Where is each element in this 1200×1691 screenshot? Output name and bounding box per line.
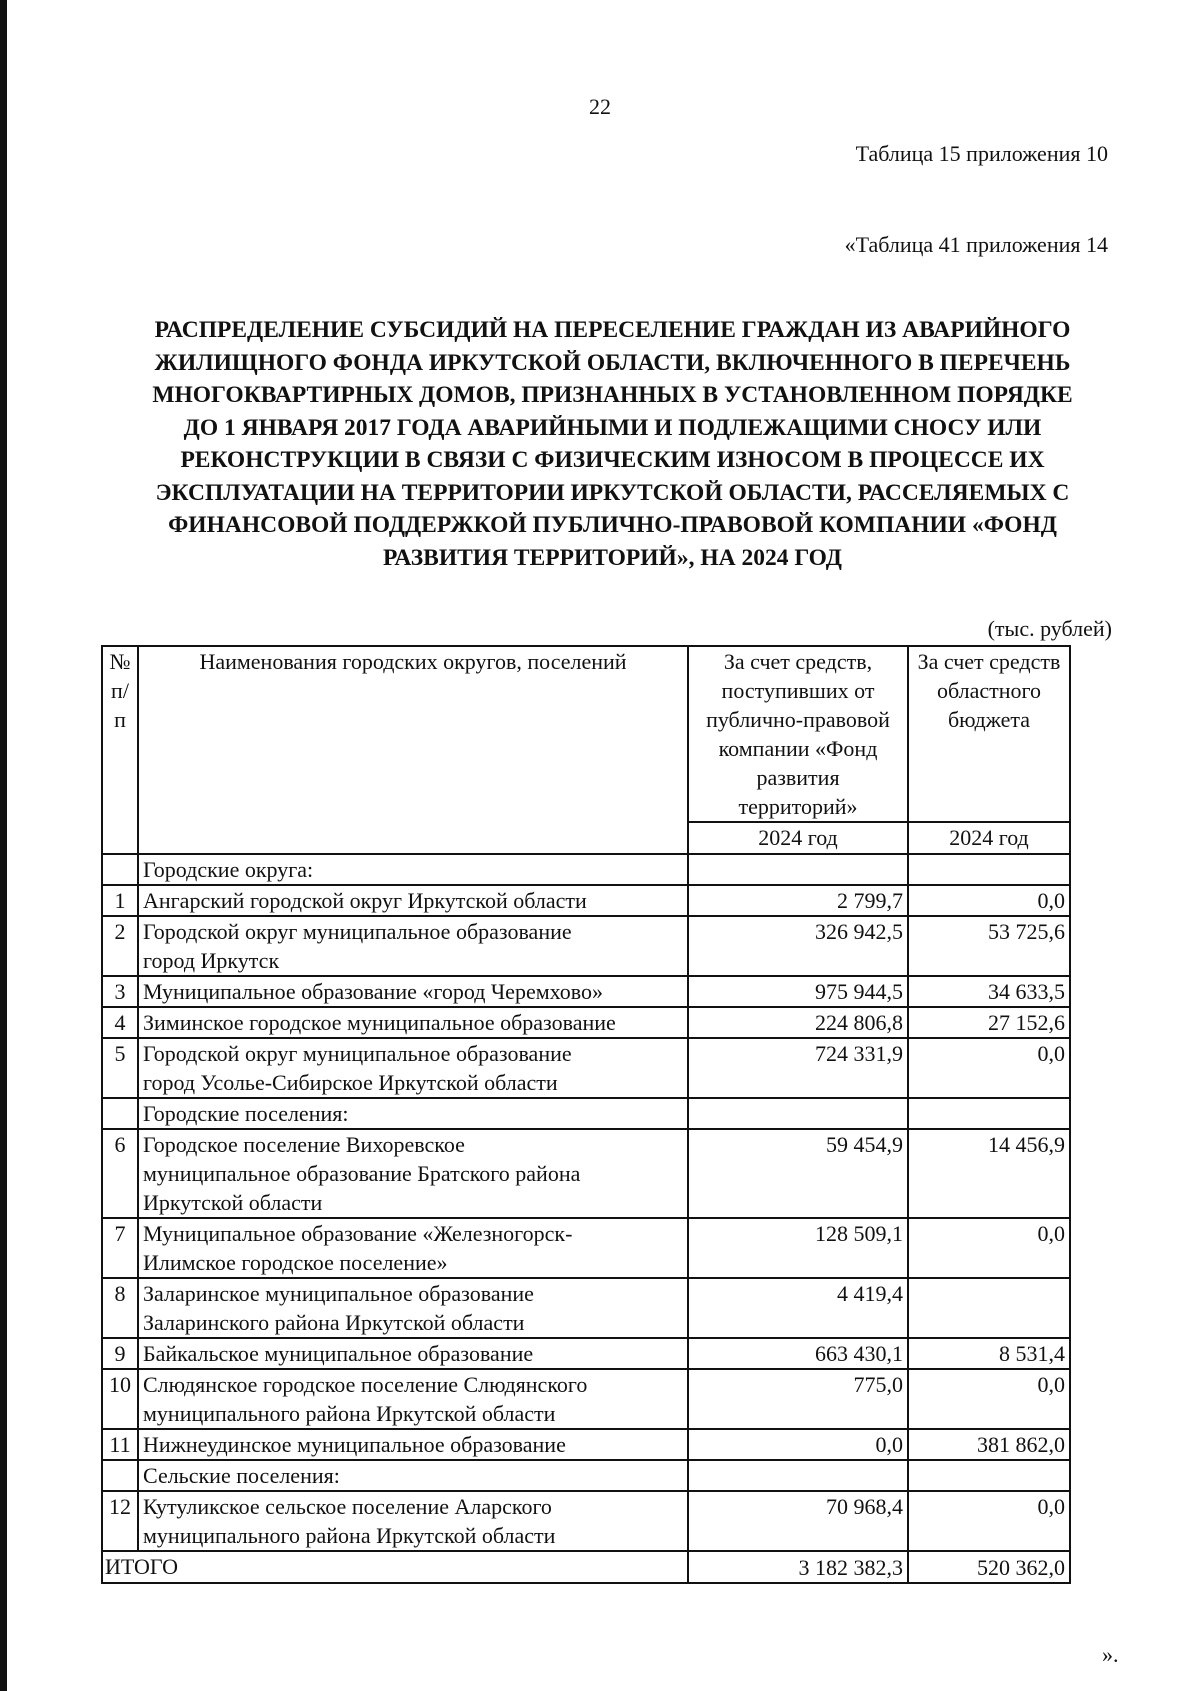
row-number: 2 — [102, 916, 138, 976]
row-number: 7 — [102, 1218, 138, 1278]
header-regional-line: бюджета — [947, 707, 1031, 732]
closing-quote: ». — [1102, 1642, 1119, 1667]
row-name-line: Кутуликское сельское поселение Аларского — [143, 1494, 552, 1519]
row-fund-value: 128 509,1 — [688, 1218, 908, 1278]
total-regional: 520 362,0 — [908, 1551, 1070, 1583]
row-fund-value: 2 799,7 — [688, 885, 908, 916]
row-number: 5 — [102, 1038, 138, 1098]
group-num-cell — [102, 1460, 138, 1491]
header-fund — [688, 646, 908, 822]
row-regional-value: 0,0 — [908, 1491, 1070, 1551]
row-name — [138, 1278, 688, 1338]
group-num-cell — [102, 1098, 138, 1129]
row-name — [138, 1007, 688, 1038]
row-name-line: Байкальское муниципальное образование — [143, 1341, 534, 1366]
total-fund: 3 182 382,3 — [688, 1551, 908, 1583]
row-name-line: Зиминское городское муниципальное образование — [143, 1010, 616, 1035]
row-name — [138, 1338, 688, 1369]
row-name — [138, 916, 688, 976]
table-row — [102, 1129, 1070, 1218]
header-number — [102, 646, 138, 854]
row-regional-value: 14 456,9 — [908, 1129, 1070, 1218]
header-fund-line: поступивших от — [721, 678, 875, 703]
row-name-line: Муниципальное образование «Железногорск- — [143, 1221, 573, 1246]
group-num-cell — [102, 854, 138, 885]
header-fund-line: территорий» — [738, 794, 858, 819]
header-year-fund: 2024 год — [688, 822, 908, 854]
row-regional-value: 0,0 — [908, 885, 1070, 916]
row-fund-value: 663 430,1 — [688, 1338, 908, 1369]
row-regional-value: 8 531,4 — [908, 1338, 1070, 1369]
table-body — [102, 854, 1070, 1551]
header-year-regional: 2024 год — [908, 822, 1070, 854]
row-name-line: муниципальное образование Братского района — [143, 1161, 581, 1186]
title-line: МНОГОКВАРТИРНЫХ ДОМОВ, ПРИЗНАННЫХ В УСТАНОВЛЕННОМ ПОРЯДКЕ — [152, 382, 1073, 408]
table-row — [102, 1338, 1070, 1369]
row-number: 12 — [102, 1491, 138, 1551]
group-fund-cell — [688, 1098, 908, 1129]
page-left-edge — [0, 0, 7, 1691]
row-fund-value: 0,0 — [688, 1429, 908, 1460]
table-row — [102, 916, 1070, 976]
row-name-line: Слюдянское городское поселение Слюдянского — [143, 1372, 588, 1397]
group-regional-cell — [908, 1098, 1070, 1129]
row-number: 6 — [102, 1129, 138, 1218]
header-fund-line: компании «Фонд — [718, 736, 878, 761]
header-number-line: п/п — [111, 678, 129, 732]
row-name-line: муниципального района Иркутской области — [143, 1401, 556, 1426]
title-line: ЖИЛИЩНОГО ФОНДА ИРКУТСКОЙ ОБЛАСТИ, ВКЛЮЧЕННОГО В ПЕРЕЧЕНЬ — [154, 349, 1071, 376]
row-name-line: город Иркутск — [143, 948, 280, 973]
header-regional-line: За счет средств — [917, 649, 1061, 674]
subsidy-table — [101, 645, 1071, 1584]
row-number: 8 — [102, 1278, 138, 1338]
row-fund-value: 326 942,5 — [688, 916, 908, 976]
row-number: 11 — [102, 1429, 138, 1460]
table-row — [102, 1218, 1070, 1278]
title-line: ДО 1 ЯНВАРЯ 2017 ГОДА АВАРИЙНЫМИ И ПОДЛЕЖАЩИМИ СНОСУ ИЛИ — [183, 414, 1042, 441]
row-regional-value: 0,0 — [908, 1369, 1070, 1429]
table-row — [102, 1369, 1070, 1429]
row-name — [138, 1491, 688, 1551]
table-reference: Таблица 15 приложения 10 — [855, 141, 1108, 166]
header-regional — [908, 646, 1070, 822]
table-row — [102, 1278, 1070, 1338]
row-name-line: Городское поселение Вихоревское — [143, 1132, 465, 1157]
row-name — [138, 1369, 688, 1429]
row-name-line: Муниципальное образование «город Черемхово» — [143, 979, 604, 1004]
row-name — [138, 1129, 688, 1218]
row-name-line: муниципального района Иркутской области — [143, 1523, 556, 1548]
title-line: РАСПРЕДЕЛЕНИЕ СУБСИДИЙ НА ПЕРЕСЕЛЕНИЕ ГРАЖДАН ИЗ АВАРИЙНОГО — [154, 317, 1071, 343]
row-number: 3 — [102, 976, 138, 1007]
row-name-line: Заларинского района Иркутской области — [143, 1310, 525, 1335]
table-row — [102, 885, 1070, 916]
group-fund-cell — [688, 854, 908, 885]
group-label: Городские округа: — [138, 854, 688, 885]
group-label: Городские поселения: — [138, 1098, 688, 1129]
row-number: 10 — [102, 1369, 138, 1429]
row-fund-value: 59 454,9 — [688, 1129, 908, 1218]
row-name-line: Городской округ муниципальное образование — [143, 1041, 572, 1066]
row-name-line: Ангарский городской округ Иркутской области — [143, 888, 587, 913]
group-fund-cell — [688, 1460, 908, 1491]
row-name — [138, 885, 688, 916]
row-regional-value: 0,0 — [908, 1038, 1070, 1098]
table-row — [102, 976, 1070, 1007]
row-regional-value: 0,0 — [908, 1218, 1070, 1278]
title-line: ФИНАНСОВОЙ ПОДДЕРЖКОЙ ПУБЛИЧНО-ПРАВОВОЙ КОМПАНИИ «ФОНД — [168, 512, 1057, 538]
row-number: 9 — [102, 1338, 138, 1369]
header-name: Наименования городских округов, поселений — [138, 646, 688, 854]
row-fund-value: 975 944,5 — [688, 976, 908, 1007]
row-name-line: Иркутской области — [143, 1190, 323, 1215]
row-number: 4 — [102, 1007, 138, 1038]
table-reference-quoted: «Таблица 41 приложения 14 — [844, 232, 1108, 257]
header-number-line: № — [109, 649, 131, 674]
row-fund-value: 724 331,9 — [688, 1038, 908, 1098]
row-regional-value: 53 725,6 — [908, 916, 1070, 976]
title-line: ЭКСПЛУАТАЦИИ НА ТЕРРИТОРИИ ИРКУТСКОЙ ОБЛАСТИ, РАССЕЛЯЕМЫХ С — [155, 479, 1070, 506]
row-fund-value: 775,0 — [688, 1369, 908, 1429]
row-name-line: Илимское городское поселение» — [143, 1250, 448, 1275]
table-row — [102, 1491, 1070, 1551]
header-fund-line: За счет средств, — [723, 649, 873, 674]
total-label: ИТОГО — [102, 1551, 688, 1583]
document-title — [110, 314, 1115, 574]
page-number: 22 — [589, 94, 611, 119]
group-row — [102, 854, 1070, 885]
group-label: Сельские поселения: — [138, 1460, 688, 1491]
row-regional-value: 34 633,5 — [908, 976, 1070, 1007]
row-fund-value: 4 419,4 — [688, 1278, 908, 1338]
row-fund-value: 224 806,8 — [688, 1007, 908, 1038]
row-name-line: Нижнеудинское муниципальное образование — [143, 1432, 566, 1457]
header-regional-line: областного — [936, 678, 1042, 703]
units-label: (тыс. рублей) — [987, 616, 1112, 641]
row-name-line: город Усолье-Сибирское Иркутской области — [143, 1070, 558, 1095]
title-line: РЕКОНСТРУКЦИИ В СВЯЗИ С ФИЗИЧЕСКИМ ИЗНОСОМ В ПРОЦЕССЕ ИХ — [180, 447, 1045, 473]
total-row — [102, 1551, 1070, 1583]
row-number: 1 — [102, 885, 138, 916]
group-regional-cell — [908, 854, 1070, 885]
row-fund-value: 70 968,4 — [688, 1491, 908, 1551]
group-row — [102, 1460, 1070, 1491]
row-name-line: Городской округ муниципальное образование — [143, 919, 572, 944]
table-row — [102, 1429, 1070, 1460]
row-name — [138, 976, 688, 1007]
title-line: РАЗВИТИЯ ТЕРРИТОРИЙ», НА 2024 ГОД — [383, 544, 842, 571]
header-fund-line: развития — [756, 765, 840, 790]
row-name — [138, 1218, 688, 1278]
group-row — [102, 1098, 1070, 1129]
table-row — [102, 1038, 1070, 1098]
group-regional-cell — [908, 1460, 1070, 1491]
row-name — [138, 1429, 688, 1460]
table-row — [102, 1007, 1070, 1038]
row-regional-value — [908, 1278, 1070, 1338]
row-name — [138, 1038, 688, 1098]
header-fund-line: публично-правовой — [706, 707, 890, 732]
row-name-line: Заларинское муниципальное образование — [143, 1281, 534, 1306]
row-regional-value: 27 152,6 — [908, 1007, 1070, 1038]
table-header-row — [102, 646, 1070, 822]
row-regional-value: 381 862,0 — [908, 1429, 1070, 1460]
